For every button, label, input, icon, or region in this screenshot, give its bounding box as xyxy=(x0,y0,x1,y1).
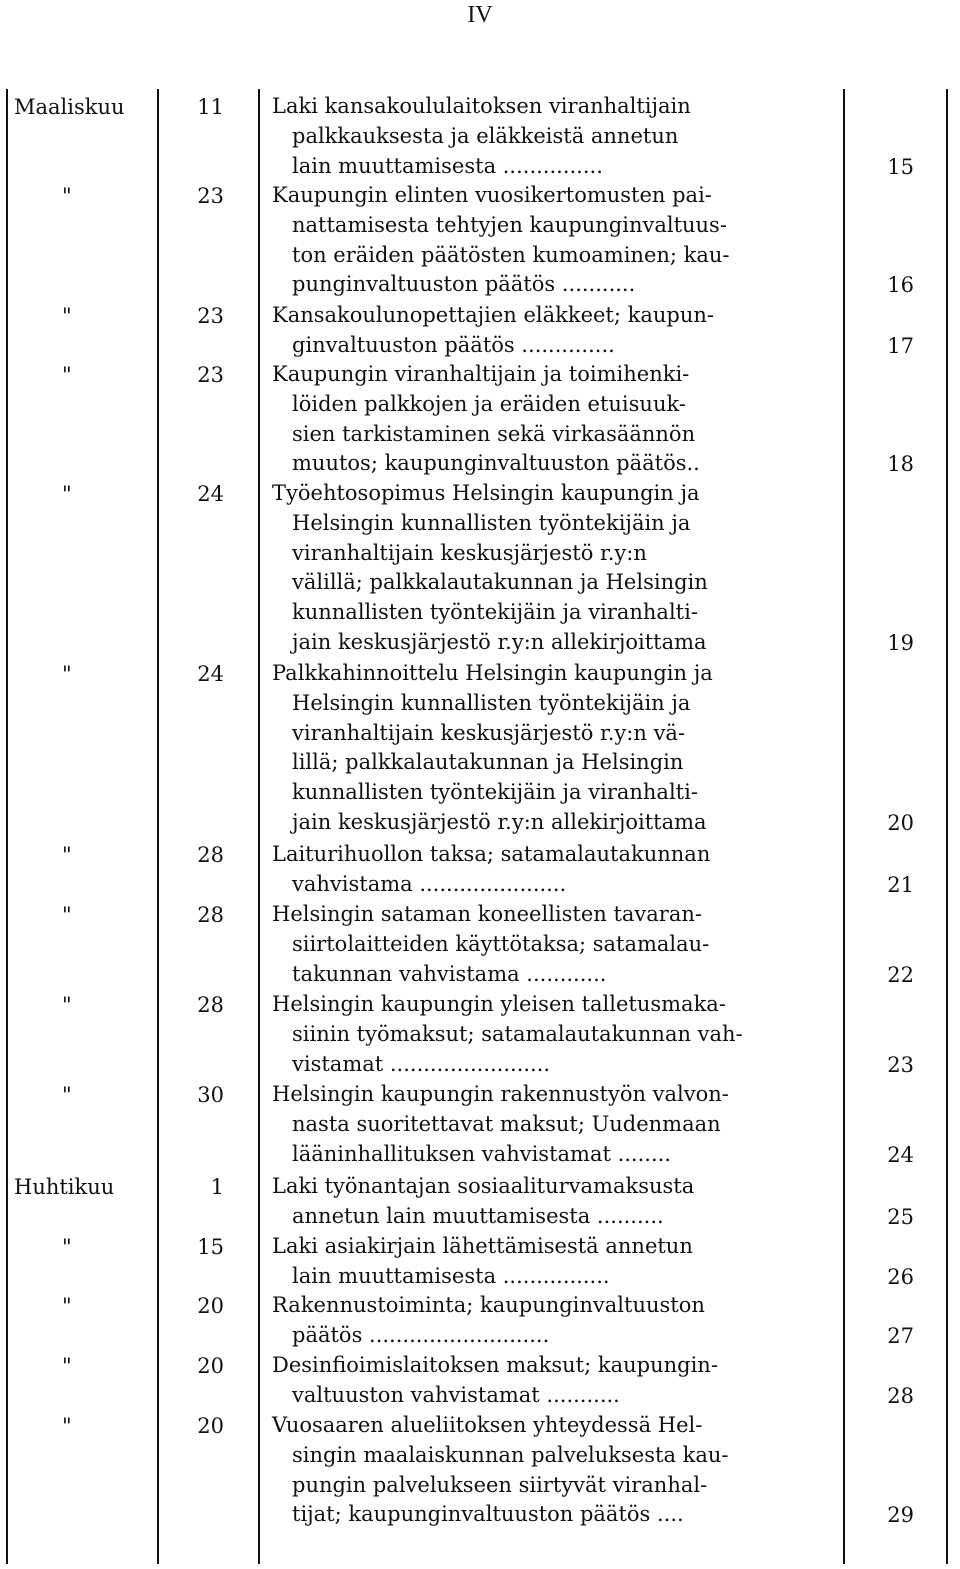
entry-day: 28 xyxy=(197,903,224,927)
page-number: IV xyxy=(467,2,493,28)
entry-title-line: ginvaltuuston päätös .............. xyxy=(292,332,615,357)
entry-title-line: lääninhallituksen vahvistamat ........ xyxy=(292,1141,671,1166)
entry-day: 15 xyxy=(197,1235,224,1259)
entry-title xyxy=(272,990,832,1079)
entry-title-line: Helsingin kunnallisten työntekijäin ja xyxy=(292,510,691,535)
list-item xyxy=(0,1351,960,1411)
entry-title-line: Laki työnantajan sosiaaliturvamaksusta xyxy=(272,1174,695,1198)
entry-month: " xyxy=(62,184,72,208)
entry-month: " xyxy=(62,843,72,867)
entry-title-line: kunnallisten työntekijäin ja viranhalti- xyxy=(292,600,698,625)
entry-title-line: jain keskusjärjestö r.y:n allekirjoittama xyxy=(292,809,707,834)
entry-title-line: nattamisesta tehtyjen kaupunginvaltuus- xyxy=(292,212,727,237)
entry-page-number: 16 xyxy=(887,273,914,298)
entry-title-line: jain keskusjärjestö r.y:n allekirjoittama xyxy=(292,629,707,654)
entry-page-number: 29 xyxy=(887,1503,914,1528)
entry-title-line: Laki kansakoululaitoksen viranhaltijain xyxy=(272,94,691,118)
entry-page-number: 22 xyxy=(887,962,914,987)
entry-day: 24 xyxy=(197,662,224,686)
entry-title-line: päätös ........................... xyxy=(292,1322,550,1347)
entry-title-line: valtuuston vahvistamat ........... xyxy=(292,1382,620,1407)
entry-page-number: 17 xyxy=(887,333,914,358)
entry-title xyxy=(272,181,832,300)
entry-title xyxy=(272,840,832,900)
entry-title xyxy=(272,900,832,989)
entry-day: 24 xyxy=(197,482,224,506)
entry-title-line: Kaupungin elinten vuosikertomusten pai- xyxy=(272,183,712,207)
entry-title-line: Helsingin sataman koneellisten tavaran- xyxy=(272,902,702,926)
entry-page-number: 15 xyxy=(887,154,914,179)
entry-title-line: vahvistama ...................... xyxy=(292,871,567,896)
entry-month: " xyxy=(62,363,72,387)
entry-day: 20 xyxy=(197,1294,224,1318)
list-item xyxy=(0,92,960,181)
list-item xyxy=(0,181,960,300)
entry-page-number: 19 xyxy=(887,631,914,655)
entry-title-line: Työehtosopimus Helsingin kaupungin ja xyxy=(272,481,700,505)
entry-title-line: Kansakoulunopettajien eläkkeet; kaupun- xyxy=(272,303,714,327)
entry-page-number: 20 xyxy=(887,811,914,835)
entry-title-line: Palkkahinnoittelu Helsingin kaupungin ja xyxy=(272,661,713,685)
entry-title xyxy=(272,360,832,479)
entry-title xyxy=(272,301,832,361)
entry-title-line: Rakennustoiminta; kaupunginvaltuuston xyxy=(272,1293,705,1317)
entry-title xyxy=(272,659,832,838)
entry-title-line: siinin työmaksut; satamalautakunnan vah- xyxy=(292,1021,743,1046)
entry-month: Maaliskuu xyxy=(14,95,125,119)
entry-title-line: pungin palvelukseen siirtyvät viranhal- xyxy=(292,1472,708,1497)
entry-title-line: Kaupungin viranhaltijain ja toimihenki- xyxy=(272,362,690,386)
entry-title-line: tijat; kaupunginvaltuuston päätös .... xyxy=(292,1502,684,1527)
entry-page-number: 25 xyxy=(887,1204,914,1229)
list-item xyxy=(0,840,960,900)
entry-day: 23 xyxy=(197,304,224,328)
entry-title-line: Helsingin kaupungin rakennustyön valvon- xyxy=(272,1082,729,1106)
entry-title-line: Laiturihuollon taksa; satamalautakunnan xyxy=(272,842,711,866)
entry-day: 30 xyxy=(197,1083,224,1107)
entry-title-line: singin maalaiskunnan palveluksesta kau- xyxy=(292,1442,729,1467)
entry-title-line: muutos; kaupunginvaltuuston päätös.. xyxy=(292,451,700,476)
list-item xyxy=(0,1291,960,1351)
entry-title-line: punginvaltuuston päätös ........... xyxy=(292,272,636,297)
entry-title-line: lain muuttamisesta ................ xyxy=(292,1263,610,1288)
entry-day: 20 xyxy=(197,1414,224,1438)
entry-month: " xyxy=(62,662,72,686)
entry-month: " xyxy=(62,1294,72,1318)
entry-title-line: viranhaltijain keskusjärjestö r.y:n xyxy=(292,540,647,565)
entry-title-line: välillä; palkkalautakunnan ja Helsingin xyxy=(292,570,708,595)
list-item xyxy=(0,1080,960,1169)
entry-month: " xyxy=(62,304,72,328)
entry-month: " xyxy=(62,482,72,506)
entry-title-line: Laki asiakirjain lähettämisestä annetun xyxy=(272,1234,693,1258)
entry-title-line: siirtolaitteiden käyttötaksa; satamalau- xyxy=(292,931,710,956)
list-item xyxy=(0,1172,960,1232)
entry-title-line: löiden palkkojen ja eräiden etuisuuk- xyxy=(292,391,686,416)
entry-month: " xyxy=(62,1354,72,1378)
entry-title-line: Helsingin kaupungin yleisen talletusmaka- xyxy=(272,992,726,1016)
entry-title xyxy=(272,1411,832,1530)
entry-title-line: ton eräiden päätösten kumoaminen; kau- xyxy=(292,242,730,267)
entry-month: " xyxy=(62,1414,72,1438)
entry-month: " xyxy=(62,1083,72,1107)
entry-title xyxy=(272,1080,832,1169)
entry-title xyxy=(272,1351,832,1411)
list-item xyxy=(0,479,960,658)
entry-day: 28 xyxy=(197,843,224,867)
entry-title xyxy=(272,1172,832,1232)
entry-day: 11 xyxy=(197,95,224,119)
entry-month: " xyxy=(62,903,72,927)
list-item xyxy=(0,1232,960,1292)
list-item xyxy=(0,659,960,838)
entry-page-number: 28 xyxy=(887,1383,914,1408)
entry-day: 23 xyxy=(197,363,224,387)
entry-day: 23 xyxy=(197,184,224,208)
entry-title-line: Helsingin kunnallisten työntekijäin ja xyxy=(292,690,691,715)
entry-title-line: nasta suoritettavat maksut; Uudenmaan xyxy=(292,1111,721,1136)
entry-title-line: lillä; palkkalautakunnan ja Helsingin xyxy=(292,750,684,775)
entry-day: 28 xyxy=(197,993,224,1017)
list-item xyxy=(0,1411,960,1530)
entry-title-line: annetun lain muuttamisesta .......... xyxy=(292,1203,664,1228)
entry-title-line: vistamat ........................ xyxy=(292,1051,551,1076)
entry-page-number: 23 xyxy=(887,1052,914,1077)
entry-page-number: 18 xyxy=(887,452,914,477)
entry-page-number: 27 xyxy=(887,1323,914,1348)
entry-title-line: palkkauksesta ja eläkkeistä annetun xyxy=(292,123,679,148)
list-item xyxy=(0,301,960,361)
list-item xyxy=(0,990,960,1079)
entry-title-line: kunnallisten työntekijäin ja viranhalti- xyxy=(292,780,698,805)
entry-month: " xyxy=(62,1235,72,1259)
entry-title-line: takunnan vahvistama ............ xyxy=(292,961,607,986)
list-item xyxy=(0,360,960,479)
entry-title-line: lain muuttamisesta ............... xyxy=(292,153,603,178)
entry-day: 20 xyxy=(197,1354,224,1378)
list-item xyxy=(0,900,960,989)
entry-month: Huhtikuu xyxy=(14,1175,115,1199)
entry-month: " xyxy=(62,993,72,1017)
entry-title xyxy=(272,1291,832,1351)
entry-title xyxy=(272,479,832,658)
entry-title xyxy=(272,1232,832,1292)
entry-page-number: 24 xyxy=(887,1142,914,1167)
entry-title-line: Vuosaaren alueliitoksen yhteydessä Hel- xyxy=(272,1413,703,1437)
entry-page-number: 26 xyxy=(887,1264,914,1289)
entry-title-line: sien tarkistaminen sekä virkasäännön xyxy=(292,421,696,446)
entry-day: 1 xyxy=(210,1175,224,1199)
entry-title-line: viranhaltijain keskusjärjestö r.y:n vä- xyxy=(292,720,686,745)
entry-page-number: 21 xyxy=(887,872,914,897)
entry-title-line: Desinfioimislaitoksen maksut; kaupungin- xyxy=(272,1353,718,1377)
entry-title xyxy=(272,92,832,181)
